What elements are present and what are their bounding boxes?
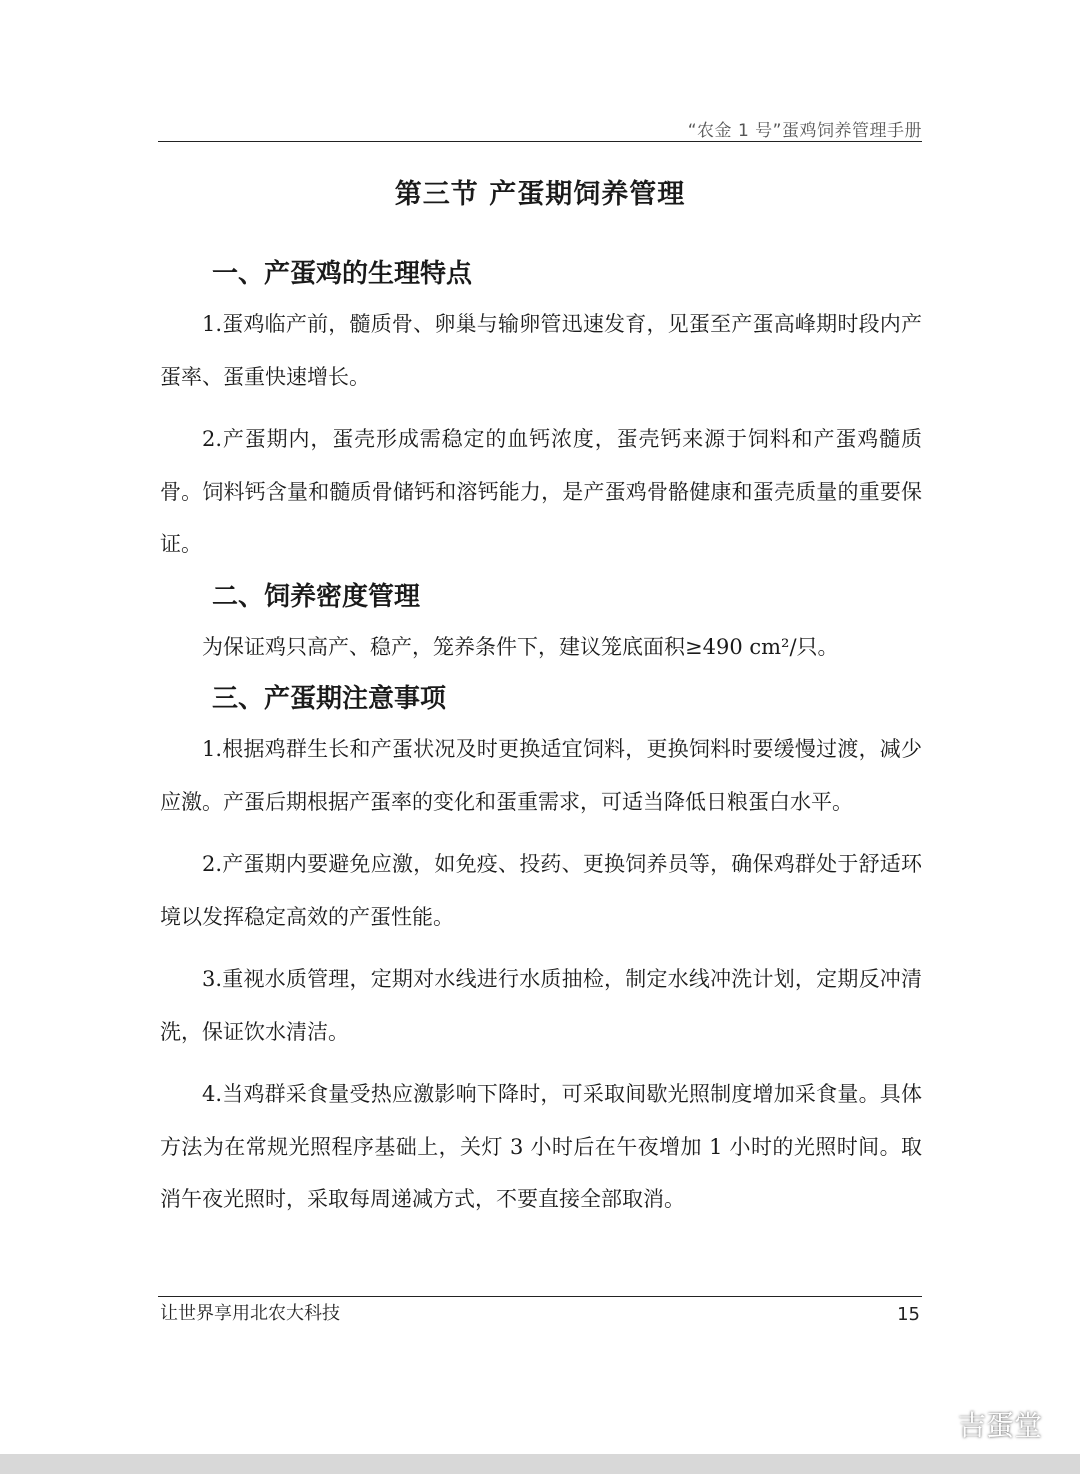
subheading-precautions: 三、产蛋期注意事项 <box>212 684 447 714</box>
watermark-text: 吉蛋堂 <box>957 1409 1042 1442</box>
wechat-icon <box>916 1409 950 1439</box>
watermark <box>916 1404 1042 1444</box>
paragraph: 3.重视水质管理，定期对水线进行水质抽检，制定水线冲洗计划，定期反冲清洗，保证饮水清洁。 <box>160 967 922 1044</box>
bottom-strip <box>0 1454 1080 1474</box>
paragraph: 4.当鸡群采食量受热应激影响下降时，可采取间歇光照制度增加采食量。具体方法为在常规光照程序基础上，关灯 3 小时后在午夜增加 1 小时的光照时间。取消午夜光照时，采取每周递减方式，不要直接全部取消。 <box>160 1082 922 1211</box>
paragraph: 2.产蛋期内，蛋壳形成需稳定的血钙浓度，蛋壳钙来源于饲料和产蛋鸡髓质骨。饲料钙含量和髓质骨储钙和溶钙能力，是产蛋鸡骨骼健康和蛋壳质量的重要保证。 <box>160 427 922 556</box>
paragraph: 为保证鸡只高产、稳产，笼养条件下，建议笼底面积≥490 cm²/只。 <box>202 634 839 659</box>
footer-divider <box>158 1296 922 1297</box>
page-header-title: “农金 1 号”蛋鸡饲养管理手册 <box>687 121 922 141</box>
paragraph: 1.根据鸡群生长和产蛋状况及时更换适宜饲料，更换饲料时要缓慢过渡，减少应激。产蛋后期根据产蛋率的变化和蛋重需求，可适当降低日粮蛋白水平。 <box>160 737 922 814</box>
subheading-physiology: 一、产蛋鸡的生理特点 <box>212 259 473 289</box>
subheading-density: 二、饲养密度管理 <box>212 581 421 612</box>
section-title: 第三节 产蛋期饲养管理 <box>394 179 686 210</box>
paragraph: 2.产蛋期内要避免应激，如免疫、投药、更换饲养员等，确保鸡群处于舒适环境以发挥稳定高效的产蛋性能。 <box>160 852 922 929</box>
footer-slogan: 让世界享用北农大科技 <box>160 1303 340 1324</box>
header-divider <box>158 141 922 142</box>
page-number: 15 <box>897 1304 920 1325</box>
paragraph: 1.蛋鸡临产前，髓质骨、卵巢与输卵管迅速发育，见蛋至产蛋高峰期时段内产蛋率、蛋重快速增长。 <box>160 312 922 389</box>
page-body <box>160 252 922 1226</box>
